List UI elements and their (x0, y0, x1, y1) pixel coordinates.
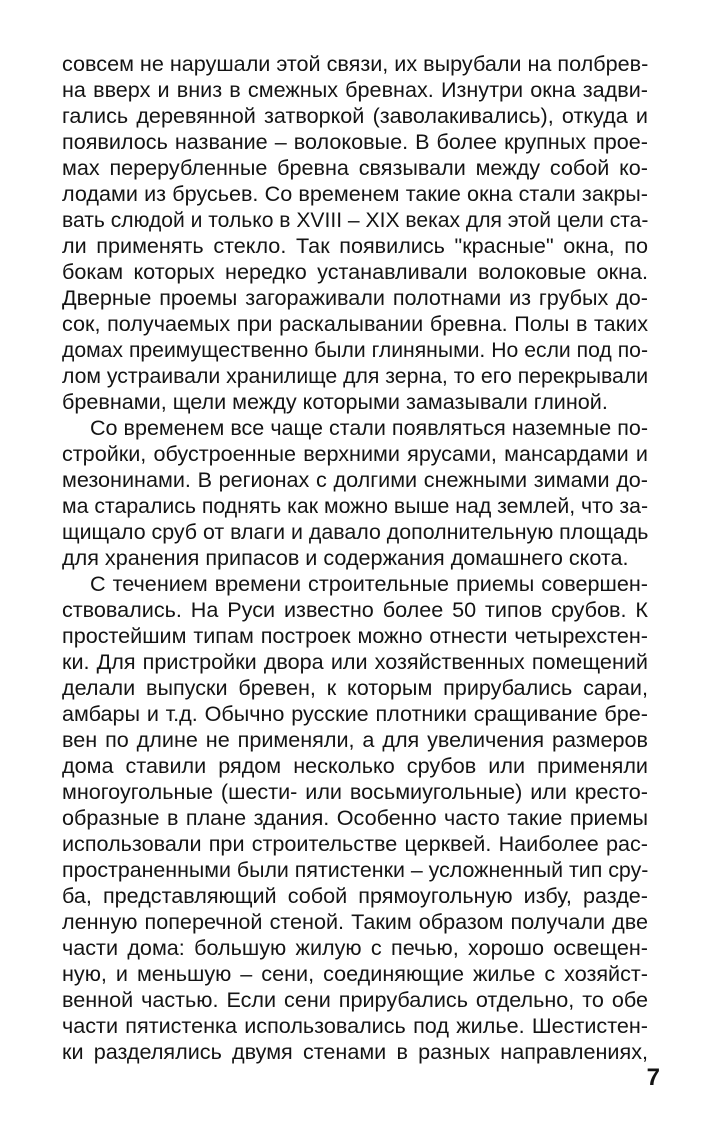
text-line: ки разделялись двумя стенами в разных направлениях, (62, 1039, 648, 1064)
text-line: вен по длине не применяли, а для увеличения размеров (62, 727, 648, 752)
text-line: ба, представляющий собой прямоугольную избу, разде- (62, 883, 648, 908)
text-line: части дома: большую жилую с печью, хорошо освещен- (62, 935, 648, 960)
text-line: стройки, обустроенные верхними ярусами, мансардами и (62, 441, 648, 466)
text-line: совсем не нарушали этой связи, их вырубали на полбрев- (62, 51, 649, 76)
text-line: на вверх и вниз в смежных бревнах. Изнутри окна задви- (62, 77, 648, 102)
text-line: мезонинами. В регионах с долгими снежными зимами до- (62, 467, 648, 492)
paragraph-first-line: Со временем все чаще стали появляться наземные по- (90, 415, 648, 440)
text-line: домах преимущественно были глиняными. Но если под по- (62, 337, 648, 362)
text-line: ствовались. На Руси известно более 50 типов срубов. К (62, 597, 648, 622)
text-line: ки. Для пристройки двора или хозяйственных помещений (62, 649, 648, 674)
text-line: части пятистенка использовались под жилье. Шестистен- (62, 1013, 648, 1038)
text-line: Дверные проемы загораживали полотнами из грубых до- (62, 285, 648, 310)
text-line: ную, и меньшую – сени, соединяющие жилье с хозяйст- (62, 961, 648, 986)
text-line: дома ставили рядом несколько срубов или применяли (62, 753, 648, 778)
text-line: использовали при строительстве церквей. Наиболее рас- (62, 831, 648, 856)
text-line: щищало сруб от влаги и давало дополнительную площадь (62, 519, 649, 544)
text-line: появилось название – волоковые. В более крупных прое- (62, 129, 648, 154)
page-number: 7 (646, 1064, 660, 1091)
text-line: венной частью. Если сени прирубались отдельно, то обе (62, 987, 648, 1012)
text-line: для хранения припасов и содержания домашнего скота. (62, 545, 629, 570)
text-line: лодами из брусьев. Со временем такие окна стали закры- (62, 181, 648, 206)
text-line: делали выпуски бревен, к которым прирубались сараи, (62, 675, 648, 700)
text-line: вать слюдой и только в XVIII – XIX веках для этой цели ста- (62, 207, 649, 232)
text-line: лом устраивали хранилище для зерна, то его перекрывали (62, 363, 649, 388)
text-line: ленную поперечной стеной. Таким образом получали две (62, 909, 648, 934)
text-line: бокам которых нередко устанавливали волоковые окна. (62, 259, 648, 284)
text-line: ма старались поднять как можно выше над землей, что за- (62, 493, 649, 518)
text-line: сок, получаемых при раскалывании бревна. Полы в таких (62, 311, 648, 336)
text-line: амбары и т.д. Обычно русские плотники сращивание бре- (62, 701, 648, 726)
text-line: бревнами, щели между которыми замазывали глиной. (62, 389, 608, 414)
text-line: образные в плане здания. Особенно часто такие приемы (62, 805, 648, 830)
text-line: гались деревянной затворкой (заволакивались), откуда и (62, 103, 648, 128)
text-line: ли применять стекло. Так появились "красные" окна, по (62, 233, 648, 258)
paragraph-first-line: С течением времени строительные приемы совершен- (90, 571, 648, 596)
text-line: пространенными были пятистенки – усложненный тип сру- (62, 857, 649, 882)
text-line: мах перерубленные бревна связывали между собой ко- (62, 155, 648, 180)
text-line: многоугольные (шести- или восьмиугольные) или кресто- (62, 779, 648, 804)
text-line: простейшим типам построек можно отнести четырехстен- (62, 623, 648, 648)
